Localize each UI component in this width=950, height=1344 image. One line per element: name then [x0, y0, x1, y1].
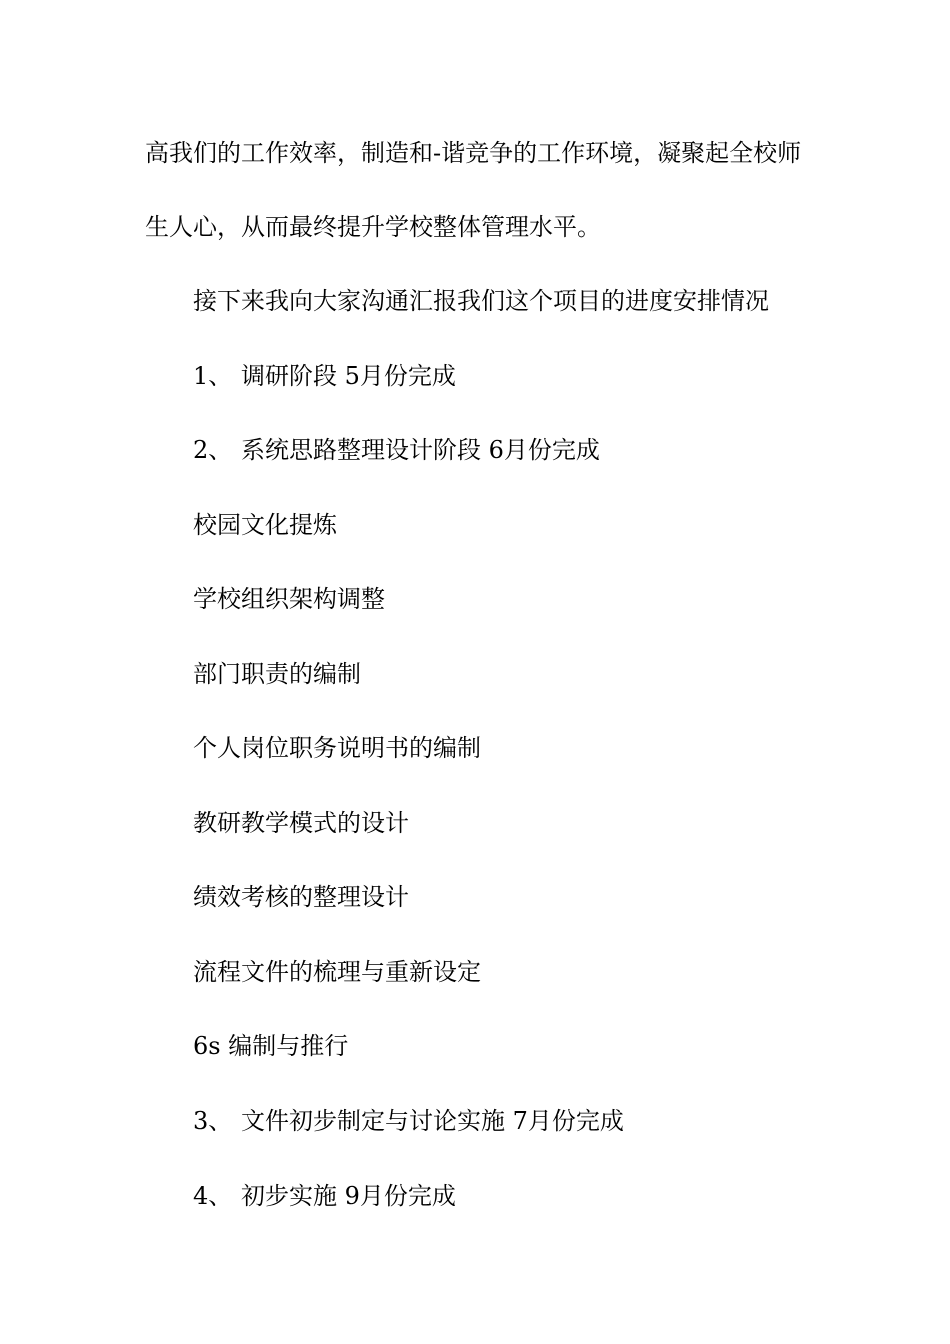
paragraph-line-2: 生人心，从而最终提升学校整体管理水平。 [145, 213, 601, 241]
step-number: 3、 [193, 1107, 233, 1135]
step-2 [193, 435, 600, 465]
sub-item-performance: 绩效考核的整理设计 [193, 883, 409, 911]
sub-item-process-files: 流程文件的梳理与重新设定 [193, 958, 481, 986]
step-text: 文件初步制定与讨论实施 7月份完成 [241, 1107, 624, 1135]
paragraph-line-1: 高我们的工作效率，制造和-谐竞争的工作环境，凝聚起全校师 [145, 139, 802, 167]
step-number: 4、 [193, 1182, 233, 1210]
step-number: 1、 [193, 362, 233, 390]
sub-item-job-descriptions: 个人岗位职务说明书的编制 [193, 734, 481, 762]
step-text: 系统思路整理设计阶段 6月份完成 [241, 436, 600, 464]
sub-item-campus-culture: 校园文化提炼 [193, 511, 337, 539]
intro-line: 接下来我向大家沟通汇报我们这个项目的进度安排情况 [193, 287, 769, 315]
step-text: 调研阶段 5月份完成 [241, 362, 456, 390]
step-3 [193, 1106, 624, 1136]
sub-item-teaching-model: 教研教学模式的设计 [193, 809, 409, 837]
step-number: 2、 [193, 436, 233, 464]
sub-item-6s: 6s 编制与推行 [193, 1032, 349, 1060]
sub-item-dept-duties: 部门职责的编制 [193, 660, 361, 688]
sub-item-org-structure: 学校组织架构调整 [193, 585, 385, 613]
step-text: 初步实施 9月份完成 [241, 1182, 456, 1210]
step-1 [193, 361, 456, 391]
step-4 [193, 1181, 456, 1211]
